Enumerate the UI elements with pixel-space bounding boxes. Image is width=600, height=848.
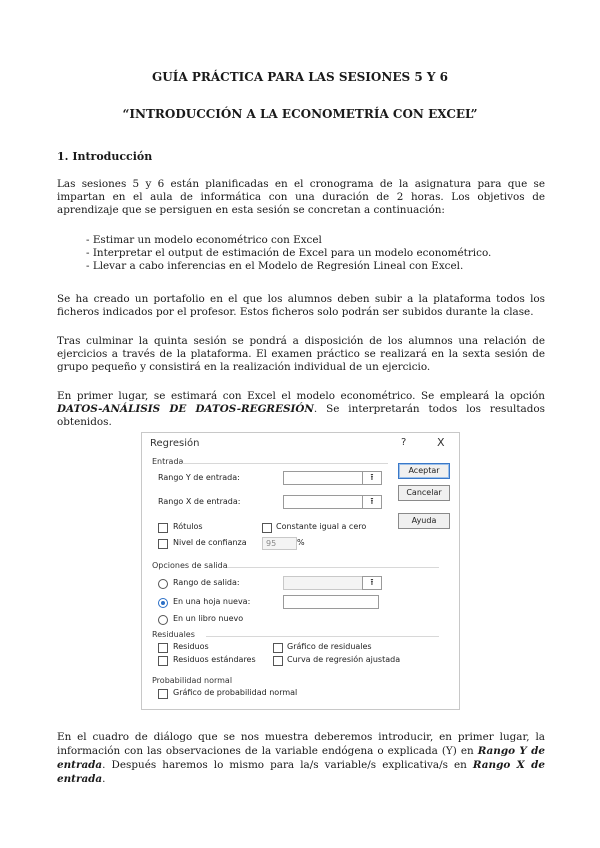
rango-y-label: Rango Y de entrada: [158,473,240,482]
nueva-hoja-input[interactable] [283,595,379,609]
rango-salida-input[interactable] [283,576,363,590]
help-button[interactable]: Ayuda [398,513,450,529]
accept-button[interactable]: Aceptar [398,463,450,479]
residuos-estandares-checkbox[interactable] [158,656,168,666]
nivel-confianza-input[interactable]: 95 [262,537,297,550]
group-divider [227,567,439,568]
residuos-checkbox[interactable] [158,643,168,653]
list-item: - Llevar a cabo inferencias en el Modelo de Regresión Lineal con Excel. [86,260,464,272]
collapse-icon[interactable]: ⭱ [362,576,382,590]
group-divider [182,463,388,464]
rango-salida-radio[interactable] [158,579,168,589]
constante-label: Constante igual a cero [276,522,367,531]
paragraph-exercises: Tras culminar la quinta sesión se pondrá a disposición de los alumnos una relación de ejercicios a través de la plataforma. El examen práctico se realizará en la sexta sesión de grupo pequeño y consistirá en la realización individual de un ejercicio. [57,335,545,373]
document-title: GUÍA PRÁCTICA PARA LAS SESIONES 5 Y 6 [152,70,448,84]
nuevo-libro-label: En un libro nuevo [173,614,244,623]
residuals-group-label: Residuales [152,630,195,639]
percent-label: % [297,538,305,547]
curva-regresion-checkbox[interactable] [273,656,283,666]
collapse-icon[interactable]: ⭱ [362,471,382,485]
rango-x-term: Rango X de entrada [57,759,545,785]
output-group-label: Opciones de salida [152,561,228,570]
rango-y-term: Rango Y de entrada [57,745,545,771]
paragraph-intro: Las sesiones 5 y 6 están planificadas en el cronograma de la asignatura para que se impartan en el aula de informática con una duración de 2 horas. Los objetivos de aprendizaje que se persiguen en esta sesión se concretan a continuación: [57,178,545,216]
document-subtitle: “INTRODUCCIÓN A LA ECONOMETRÍA CON EXCEL” [122,107,478,121]
section-heading: 1. Introducción [57,150,153,163]
grafico-probabilidad-checkbox[interactable] [158,689,168,699]
rotulos-label: Rótulos [173,522,203,531]
list-item: - Estimar un modelo econométrico con Excel [86,234,322,246]
dialog-title: Regresión [150,438,200,449]
list-item: - Interpretar el output de estimación de Excel para un modelo econométrico. [86,247,492,259]
residuos-label: Residuos [173,642,209,651]
help-icon[interactable]: ? [401,437,407,448]
paragraph-method: En primer lugar, se estimará con Excel el modelo econométrico. Se empleará la opción DATOS-ANÁLISIS DE DATOS-REGRESIÓN. Se interpretarán todos los resultados obtenidos. [57,390,545,428]
probability-group-label: Probabilidad normal [152,676,233,685]
rango-salida-label: Rango de salida: [173,578,240,587]
cancel-button[interactable]: Cancelar [398,485,450,501]
menu-path-text: DATOS-ANÁLISIS DE DATOS-REGRESIÓN [57,403,314,415]
curva-regresion-label: Curva de regresión ajustada [287,655,401,664]
grafico-residuales-checkbox[interactable] [273,643,283,653]
rango-x-label: Rango X de entrada: [158,497,241,506]
rango-y-input[interactable] [283,471,363,485]
nuevo-libro-radio[interactable] [158,615,168,625]
constante-checkbox[interactable] [262,523,272,533]
grafico-residuales-label: Gráfico de residuales [287,642,372,651]
residuos-estandares-label: Residuos estándares [173,655,256,664]
collapse-icon[interactable]: ⭱ [362,495,382,509]
nueva-hoja-label: En una hoja nueva: [173,597,251,606]
nueva-hoja-radio[interactable] [158,598,168,608]
grafico-probabilidad-label: Gráfico de probabilidad normal [173,688,298,697]
rango-x-input[interactable] [283,495,363,509]
nivel-confianza-label: Nivel de confianza [173,538,247,547]
input-group-label: Entrada [152,457,184,466]
paragraph-portfolio: Se ha creado un portafolio en el que los alumnos deben subir a la plataforma todos los ficheros indicados por el profesor. Estos ficheros solo podrán ser subidos durante la clase. [57,293,545,318]
group-divider [206,636,439,637]
close-icon[interactable]: X [437,436,445,449]
rotulos-checkbox[interactable] [158,523,168,533]
objectives-list [86,234,491,273]
paragraph-dialog-instructions: En el cuadro de diálogo que se nos muestra deberemos introducir, en primer lugar, la información con las observaciones de la variable endógena o explicada (Y) en Rango Y de entrada. Después haremos lo mismo para la/s variable/s explicativa/s en Rango X de entrada. [57,731,545,785]
nivel-confianza-checkbox[interactable] [158,539,168,549]
regression-dialog [141,432,460,710]
